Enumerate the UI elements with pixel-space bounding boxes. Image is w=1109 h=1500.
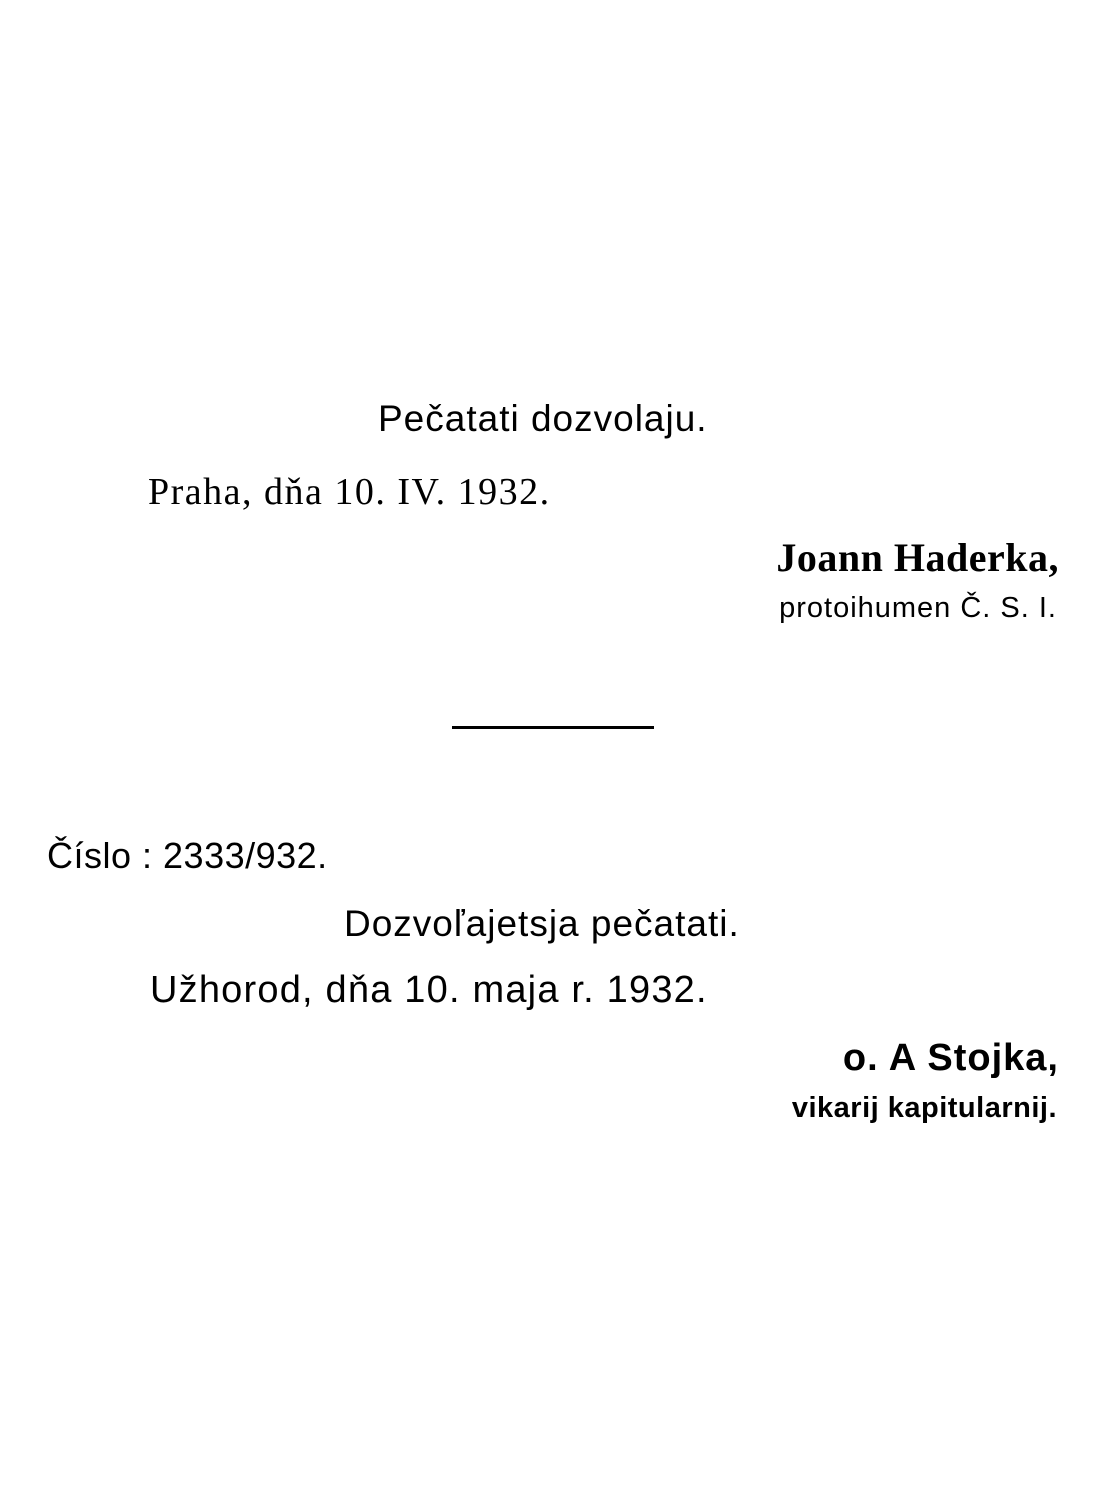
imprimatur-text-prague: Pečatati dozvolaju. [378,398,708,439]
document-number: Číslo : 2333/932. [47,835,328,876]
imprimatur-text-uzhorod: Dozvoľajetsja pečatati. [344,903,740,944]
signer-name-stojka: o. A Stojka, [842,1037,1059,1079]
place-date-prague: Praha, dňa 10. IV. 1932. [148,471,551,513]
section-divider [452,726,654,729]
signer-title-haderka: protoihumen Č. S. I. [779,592,1057,624]
place-date-uzhorod: Užhorod, dňa 10. maja r. 1932. [150,969,708,1011]
signer-title-stojka: vikarij kapitularnij. [791,1092,1057,1124]
signer-name-haderka: Joann Haderka, [776,535,1059,580]
